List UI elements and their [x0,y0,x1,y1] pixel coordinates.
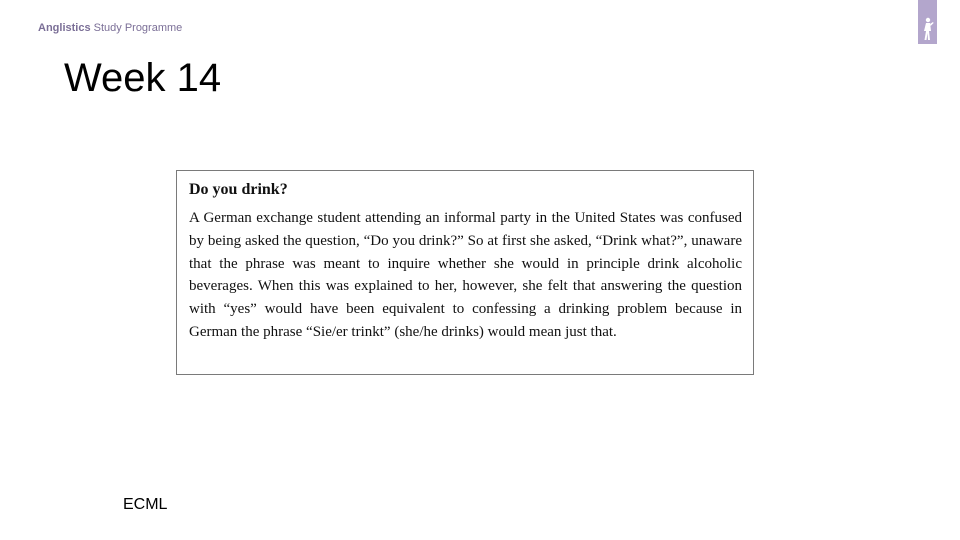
footer-label: ECML [123,496,168,513]
excerpt-box [176,170,754,375]
excerpt-heading: Do you drink? [189,181,288,198]
page-title: Week 14 [64,56,222,100]
header-bold-text: Anglistics [38,22,91,34]
figure-logo-icon [918,0,937,44]
excerpt-body: A German exchange student attending an informal party in the United States was confused by being asked the question, “Do you drink?” So at first she asked, “Drink what?”, unaware that the phrase was meant to inquire whether she would in principle drink alcoholic beverages. When this was explained to her, however, she felt that answering the question with “yes” would have been equivalent to confessing a drinking problem because in German the phrase “Sie/er trinkt” (she/he drinks) would mean just that. [189,210,742,340]
header-rest-text: Study Programme [90,22,183,34]
programme-header [38,22,182,34]
